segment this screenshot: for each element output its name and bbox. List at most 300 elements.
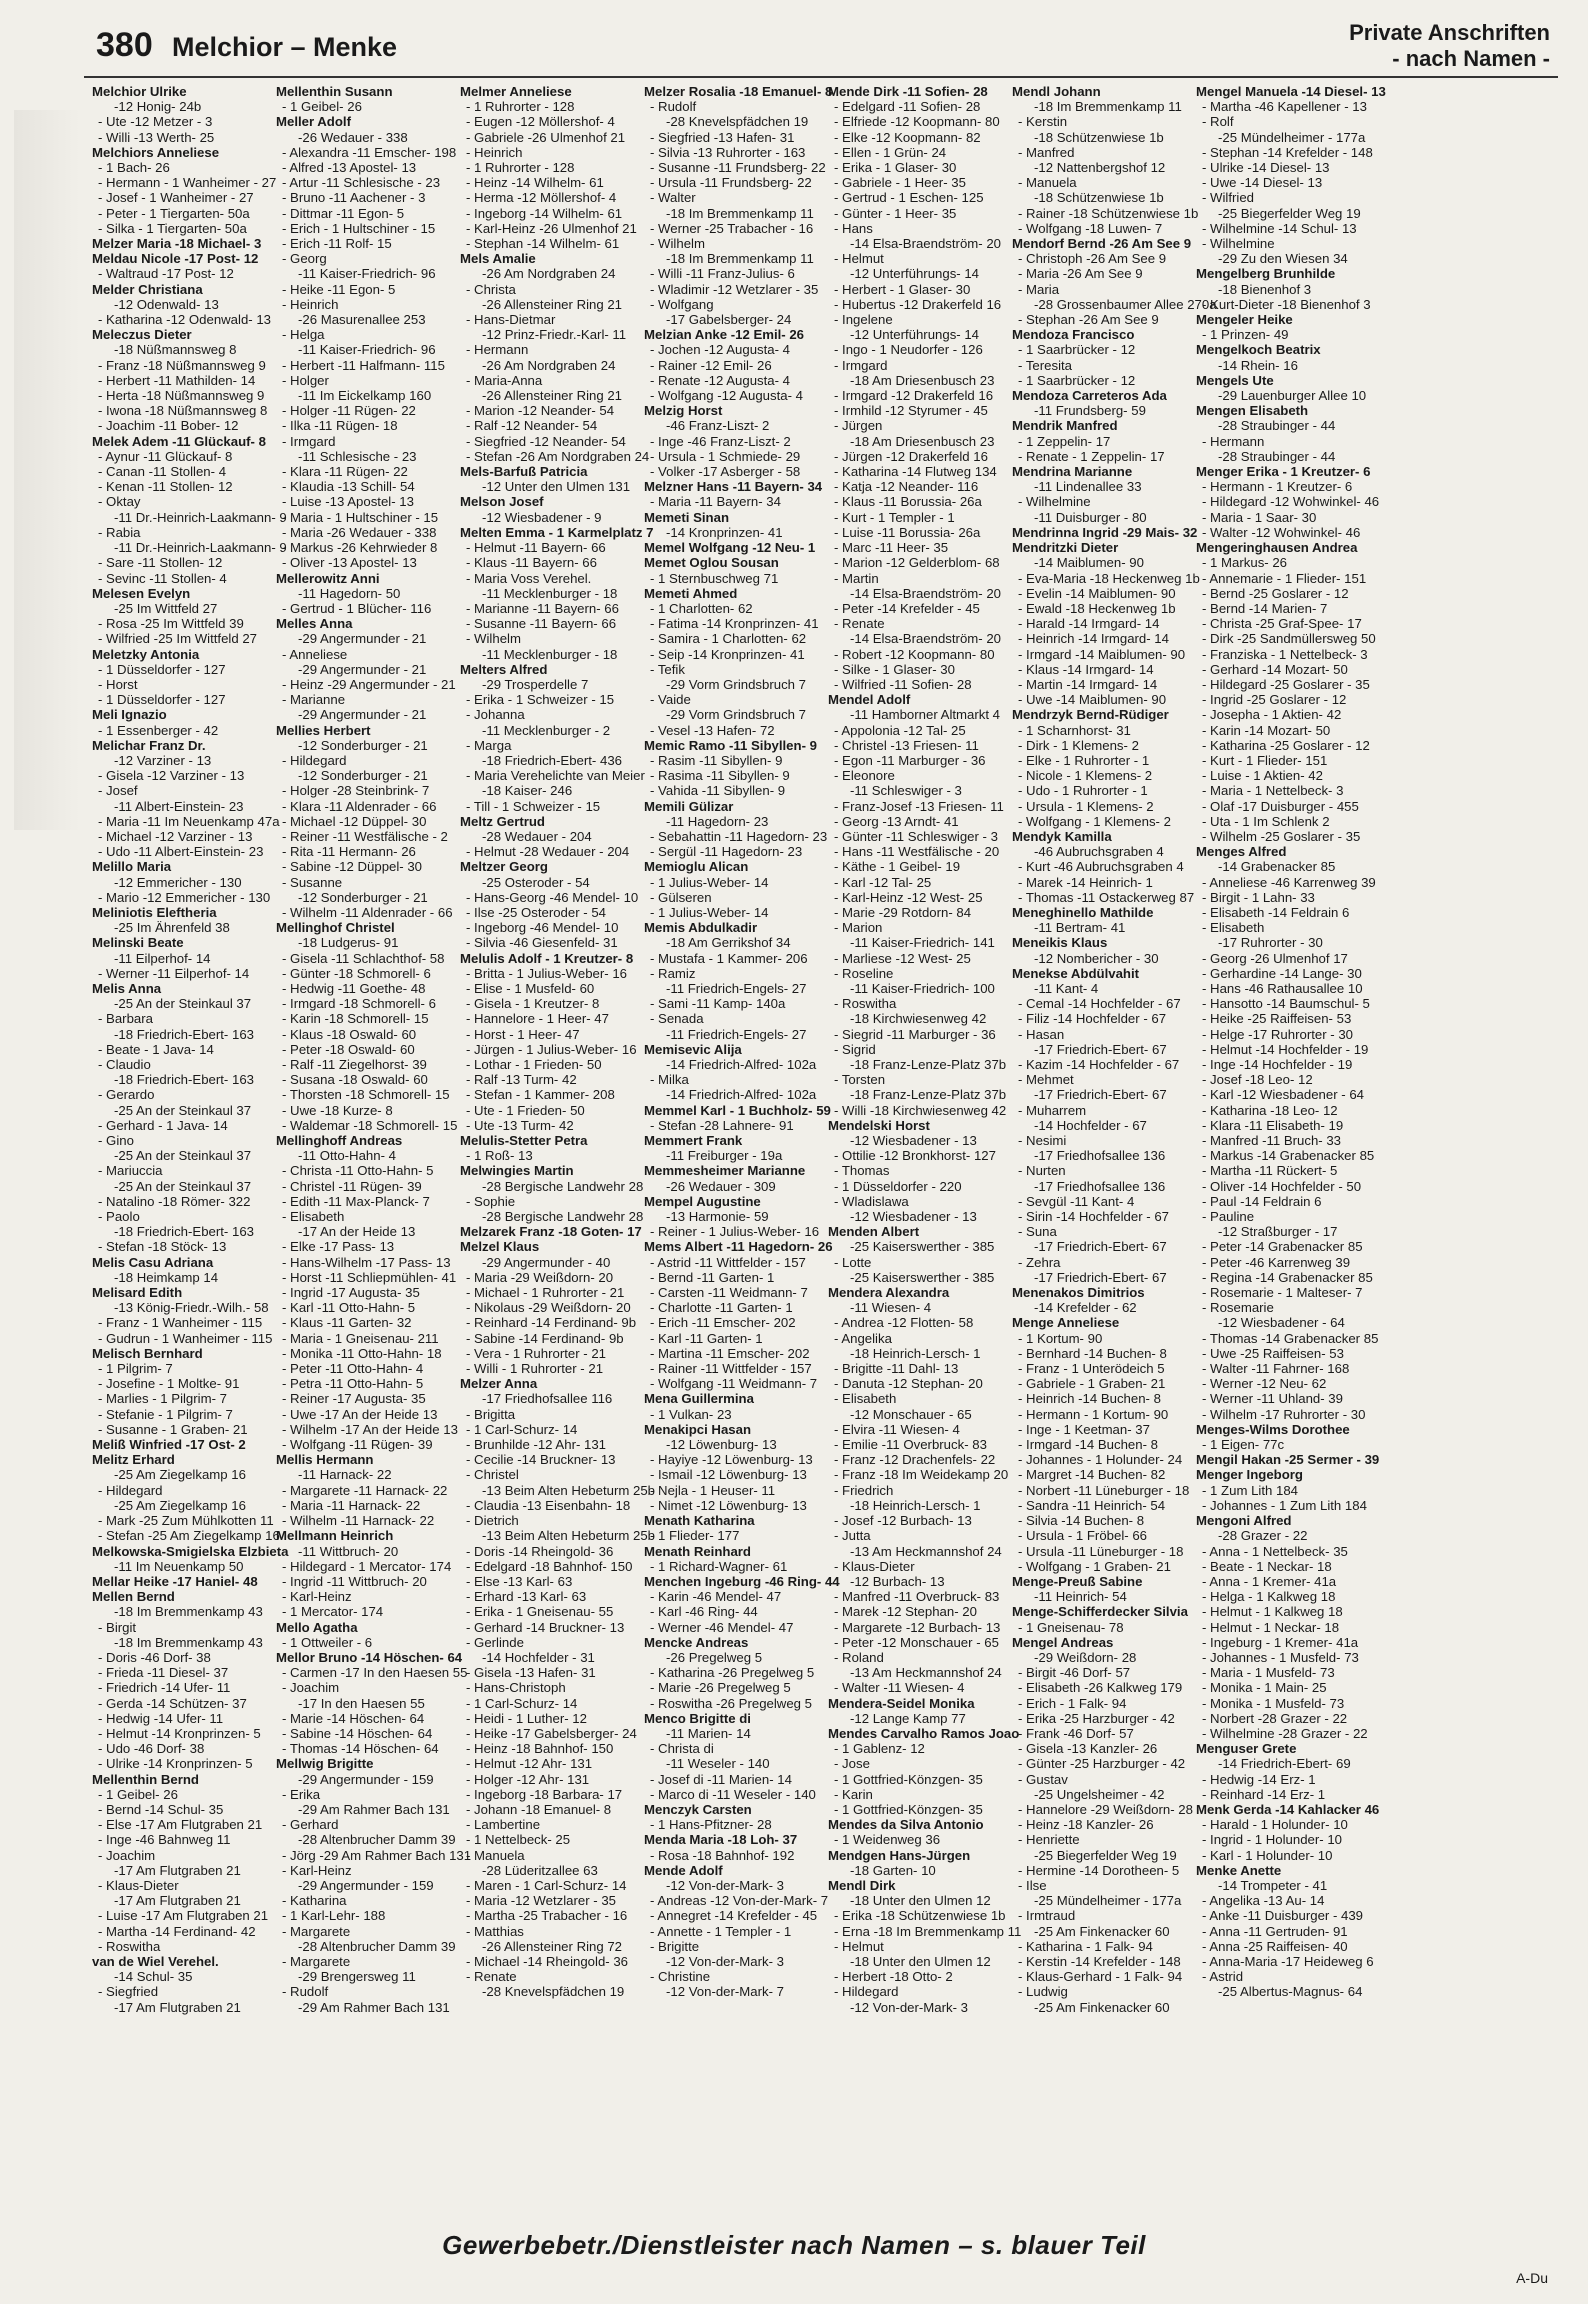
listing-line: - Edelgard -11 Sofien- 28: [834, 99, 981, 115]
listing-line: - Franziska - 1 Nettelbeck- 3: [1202, 646, 1368, 662]
listing-line: Mengel Manuela -14 Diesel- 13: [1196, 84, 1386, 99]
listing-line: - 1 Julius-Weber- 14: [650, 874, 769, 890]
listing-line: - Teresita: [1018, 357, 1072, 373]
listing-line: Mellinghof Christel: [276, 920, 395, 936]
listing-line: - Birgit - 1 Lahn- 33: [1202, 889, 1315, 905]
listing-line: -26 Am Nordgraben 24: [482, 266, 616, 282]
listing-line: - Hildegard: [98, 1482, 163, 1498]
listing-line: - Gerda -14 Schützen- 37: [98, 1695, 247, 1711]
listing-line: - Maria -26 Am See 9: [1018, 266, 1143, 282]
listing-column-4: [644, 84, 840, 2224]
listing-line: Mellwig Brigitte: [276, 1756, 374, 1772]
listing-line: - Hermann - 1 Kortum- 90: [1018, 1406, 1169, 1422]
listing-line: - Bernhard -14 Buchen- 8: [1018, 1345, 1167, 1361]
listing-line: Mellis Hermann: [276, 1452, 374, 1468]
listing-line: Meleczus Dieter: [92, 327, 192, 343]
listing-line: - Gertrud - 1 Eschen- 125: [834, 190, 984, 206]
listing-line: -14 Friedrich-Alfred- 102a: [666, 1087, 817, 1103]
listing-line: -18 Kirchwiesenweg 42: [850, 1011, 987, 1027]
listing-line: - Cemal -14 Hochfelder - 67: [1018, 996, 1181, 1012]
listing-line: Mengels Ute: [1196, 372, 1274, 388]
listing-line: -29 Zu den Wiesen 34: [1218, 251, 1348, 267]
listing-line: - Renate -12 Augusta- 4: [650, 372, 791, 388]
listing-line: - Ute - 1 Frieden- 50: [466, 1102, 585, 1118]
listing-line: - Gerhard: [282, 1817, 339, 1833]
listing-line: - Walter -12 Wohwinkel- 46: [1202, 524, 1361, 540]
listing-line: -18 Unter den Ulmen 12: [850, 1893, 991, 1909]
listing-line: - Heinz -18 Bahnhof- 150: [466, 1741, 614, 1757]
listing-line: - Kerstin -14 Krefelder - 148: [1018, 1953, 1181, 1969]
listing-line: -17 Friedhofsallee 136: [1034, 1178, 1166, 1194]
listing-line: - Hans-Georg -46 Mendel- 10: [466, 889, 639, 905]
listing-line: - Gerhard -14 Mozart- 50: [1202, 661, 1348, 677]
listing-line: -18 Heinrich-Lersch- 1: [850, 1497, 981, 1513]
listing-line: - Uwe -14 Diesel- 13: [1202, 175, 1323, 191]
listing-line: - Harald - 1 Holunder- 10: [1202, 1817, 1348, 1833]
listing-line: - Klara -11 Elisabeth- 19: [1202, 1117, 1344, 1133]
listing-line: - Erika -25 Harzburger - 42: [1018, 1710, 1175, 1726]
listing-line: - 1 Zeppelin- 17: [1018, 433, 1111, 449]
listing-line: - Michael - 1 Ruhrorter - 21: [466, 1285, 625, 1301]
listing-line: - Franz -18 Nüßmannsweg 9: [98, 357, 266, 373]
listing-line: - Irmgard -14 Buchen- 8: [1018, 1437, 1158, 1453]
listing-line: - Joachim -11 Bober- 12: [98, 418, 239, 434]
listing-line: - Joachim: [282, 1680, 340, 1696]
listing-line: - Roswitha -26 Pregelweg 5: [650, 1695, 812, 1711]
listing-line: - Ute -12 Metzer - 3: [98, 114, 213, 130]
listing-line: - Susanne - 1 Graben- 21: [98, 1421, 248, 1437]
listing-line: - Andreas -12 Von-der-Mark- 7: [650, 1893, 829, 1909]
listing-line: - Helga: [282, 327, 325, 343]
listing-line: - Mario -12 Emmericher - 130: [98, 889, 271, 905]
listing-line: - Renate: [834, 616, 885, 632]
listing-line: - Karl-Heinz -26 Ulmenhof 21: [466, 220, 637, 236]
listing-line: - Wilhelm: [650, 236, 705, 252]
listing-line: - Stefan -26 Am Nordgraben 24: [466, 448, 650, 464]
listing-line: - Irmgard -12 Drakerfeld 16: [834, 388, 994, 404]
listing-line: - Wolfgang -12 Augusta- 4: [650, 388, 803, 404]
listing-line: - Natalino -18 Römer- 322: [98, 1193, 251, 1209]
listing-line: - Brigitte: [650, 1938, 700, 1954]
listing-line: - Hedwig -14 Erz- 1: [1202, 1771, 1316, 1787]
listing-line: -17 Friedrich-Ebert- 67: [1034, 1239, 1167, 1255]
listing-line: - Waldemar -18 Schmorell- 15: [282, 1117, 458, 1133]
listing-line: -18 Schützenwiese 1b: [1034, 190, 1164, 206]
listing-line: - Dietrich: [466, 1513, 519, 1529]
listing-line: Menges Alfred: [1196, 844, 1287, 860]
listing-line: -11 Friedrich-Engels- 27: [666, 980, 807, 996]
listing-line: - Rosa -25 Im Wittfeld 39: [98, 616, 244, 632]
listing-line: - Else -13 Karl- 63: [466, 1573, 573, 1589]
listing-line: Melzner Hans -11 Bayern- 34: [644, 479, 823, 495]
listing-line: -25 Mündelheimer - 177a: [1034, 1893, 1182, 1909]
listing-line: - Joachim: [98, 1847, 156, 1863]
listing-line: -28 Straubinger - 44: [1218, 448, 1336, 464]
listing-line: - Herbert -18 Otto- 2: [834, 1969, 953, 1985]
listing-line: - Susana -18 Oswald- 60: [282, 1072, 428, 1088]
listing-line: - Margret -14 Buchen- 82: [1018, 1467, 1166, 1483]
listing-line: - 1 Nettelbeck- 25: [466, 1832, 571, 1848]
listing-line: - Ingeborg -14 Wilhelm- 61: [466, 205, 623, 221]
listing-line: - Hans -46 Rathausallee 10: [1202, 980, 1363, 996]
listing-line: - Andrea -12 Flotten- 58: [834, 1315, 974, 1331]
listing-line: - Sevgül -11 Kant- 4: [1018, 1193, 1135, 1209]
listing-line: - Ingrid - 1 Holunder- 10: [1202, 1832, 1343, 1848]
listing-line: -12 Wiesbadener - 13: [850, 1133, 977, 1149]
listing-line: - Eugen -12 Möllershof- 4: [466, 114, 615, 130]
listing-line: -11 Schleswiger - 3: [850, 783, 962, 799]
listing-line: Mendritzki Dieter: [1012, 540, 1119, 556]
listing-line: - 1 Weidenweg 36: [834, 1832, 941, 1848]
listing-line: -11 Harnack- 22: [298, 1467, 392, 1483]
listing-line: - Reiner -11 Westfälische - 2: [282, 828, 448, 844]
listing-line: Mende Adolf: [644, 1862, 723, 1878]
listing-line: Mengil Hakan -25 Sermer - 39: [1196, 1452, 1380, 1468]
listing-line: Mengelkoch Beatrix: [1196, 342, 1321, 358]
listing-line: -25 Ungelsheimer - 42: [1034, 1786, 1165, 1802]
listing-line: Mengeler Heike: [1196, 312, 1293, 328]
listing-line: - Werner -11 Eilperhof- 14: [98, 965, 250, 981]
listing-line: - 1 Saarbrücker - 12: [1018, 342, 1136, 358]
listing-line: - Marga: [466, 737, 512, 753]
listing-line: Mellenthin Susann: [276, 84, 393, 99]
listing-line: -25 Am Ziegelkamp 16: [114, 1467, 246, 1483]
listing-line: - Holger -12 Ahr- 131: [466, 1771, 590, 1787]
listing-line: -12 Sonderburger - 21: [298, 768, 428, 784]
listing-line: - Silvia -13 Ruhrorter - 163: [650, 144, 806, 160]
listing-line: Melitz Erhard: [92, 1452, 175, 1468]
listing-line: -12 Wiesbadener - 64: [1218, 1315, 1345, 1331]
listing-line: - Eleonore: [834, 768, 895, 784]
listing-line: - Georg -13 Arndt- 41: [834, 813, 959, 829]
listing-line: - Günter -25 Harzburger - 42: [1018, 1756, 1186, 1772]
listing-line: - 1 Essenberger - 42: [98, 722, 219, 738]
listing-line: - Josef -12 Burbach- 13: [834, 1513, 972, 1529]
listing-column-3: [460, 84, 655, 2224]
listing-line: -12 Unterführungs- 14: [850, 266, 980, 282]
listing-line: - Elke - 1 Ruhrorter - 1: [1018, 752, 1150, 768]
listing-line: Meletzky Antonia: [92, 646, 200, 662]
listing-line: - Sabine -14 Höschen- 64: [282, 1725, 433, 1741]
listing-line: Memmel Karl - 1 Buchholz- 59: [644, 1102, 831, 1118]
listing-line: - Ilka -11 Rügen- 18: [282, 418, 398, 434]
listing-line: -18 Kaiser- 246: [482, 783, 573, 799]
listing-line: - Kurt - 1 Templer - 1: [834, 509, 955, 525]
listing-line: - Peter -11 Otto-Hahn- 4: [282, 1361, 424, 1377]
listing-line: - Karin -14 Mozart- 50: [1202, 722, 1331, 738]
listing-line: - Erika: [282, 1786, 321, 1802]
listing-line: - 1 Flieder- 177: [650, 1528, 740, 1544]
listing-line: - Georg -26 Ulmenhof 17: [1202, 950, 1348, 966]
listing-line: - Helmut -28 Wedauer - 204: [466, 844, 630, 860]
listing-line: - Udo - 1 Ruhrorter - 1: [1018, 783, 1148, 799]
listing-line: - Johann -18 Emanuel- 8: [466, 1801, 612, 1817]
listing-line: - Peter -14 Grabenacker 85: [1202, 1239, 1363, 1255]
listing-line: - Heinrich: [282, 296, 339, 312]
listing-line: -29 Trosperdelle 7: [482, 676, 589, 692]
listing-line: - Paolo: [98, 1209, 140, 1225]
listing-line: Meli Ignazio: [92, 707, 167, 723]
listing-line: - Michael -14 Rheingold- 36: [466, 1953, 628, 1969]
listing-line: - Erich - 1 Falk- 94: [1018, 1695, 1127, 1711]
listing-line: - Margarete: [282, 1953, 351, 1969]
listing-line: -18 Friedrich-Ebert- 436: [482, 752, 622, 768]
listing-line: -11 Weseler - 140: [666, 1756, 770, 1772]
listing-line: Melkowska-Smigielska Elzbieta: [92, 1543, 289, 1559]
listing-line: - Norbert -28 Grazer - 22: [1202, 1710, 1348, 1726]
listing-line: - Werner -11 Uhland- 39: [1202, 1391, 1343, 1407]
listing-line: - Roseline: [834, 965, 894, 981]
listing-line: Melmer Anneliese: [460, 84, 572, 99]
listing-line: Mendrzyk Bernd-Rüdiger: [1012, 707, 1169, 723]
listing-line: - Hermann - 1 Kreutzer- 6: [1202, 479, 1353, 495]
listing-line: Memeti Sinan: [644, 509, 730, 525]
listing-line: - Egon -11 Marburger - 36: [834, 752, 986, 768]
listing-line: - Franz -18 Im Weidekamp 20: [834, 1467, 1009, 1483]
listing-line: Meliß Winfried -17 Ost- 2: [92, 1437, 246, 1453]
listing-line: - Kenan -11 Stollen- 12: [98, 479, 233, 495]
listing-line: - Astrid -11 Wittfelder - 157: [650, 1254, 806, 1270]
listing-line: - Friedrich -14 Ufer- 11: [98, 1680, 231, 1696]
listing-line: -14 Kronprinzen- 41: [666, 524, 783, 540]
listing-line: - Josef: [98, 783, 138, 799]
listing-line: - Marion: [834, 920, 883, 936]
listing-line: - Klaus -11 Borussia- 26a: [834, 494, 982, 510]
listing-line: - Hans-Wilhelm -17 Pass- 13: [282, 1254, 451, 1270]
listing-line: -11 Mecklenburger - 18: [482, 646, 618, 662]
listing-line: - Robert -12 Koopmann- 80: [834, 646, 995, 662]
listing-line: -25 Osteroder - 54: [482, 874, 590, 890]
listing-line: - Hildegard: [834, 1984, 899, 2000]
listing-line: - Rosa -18 Bahnhof- 192: [650, 1847, 795, 1863]
listing-line: -28 Bergische Landwehr 28: [482, 1209, 644, 1225]
listing-line: - Mark -25 Zum Mühlkotten 11: [98, 1513, 274, 1529]
listing-line: -14 Grabenacker 85: [1218, 859, 1336, 875]
listing-line: - Birgit: [98, 1619, 137, 1635]
listing-line: - Hannelore -29 Weißdorn- 28: [1018, 1801, 1193, 1817]
page-number: 380: [96, 26, 153, 64]
listing-line: - Klaudia -13 Schill- 54: [282, 479, 415, 495]
listing-line: - Silvia -46 Giesenfeld- 31: [466, 935, 618, 951]
listing-line: - Barbara: [98, 1011, 153, 1027]
listing-line: -14 Elsa-Braendström- 20: [850, 631, 1001, 647]
listing-line: - Ingeborg -46 Mendel- 10: [466, 920, 619, 936]
listing-column-2: [276, 84, 472, 2224]
listing-line: - Monika -11 Otto-Hahn- 18: [282, 1345, 442, 1361]
listing-line: -18 Am Driesenbusch 23: [850, 372, 995, 388]
listing-line: -14 Hochfelder - 67: [1034, 1117, 1147, 1133]
listing-line: - 1 Ruhrorter - 128: [466, 160, 575, 176]
listing-line: - Anna-Maria -17 Heideweg 6: [1202, 1953, 1374, 1969]
listing-line: - 1 Gottfried-Könzgen- 35: [834, 1801, 983, 1817]
listing-line: - Mustafa - 1 Kammer- 206: [650, 950, 808, 966]
listing-line: - Johannes - 1 Holunder- 24: [1018, 1452, 1183, 1468]
listing-line: - Emilie -11 Overbruck- 83: [834, 1437, 987, 1453]
listing-line: -18 Friedrich-Ebert- 163: [114, 1072, 254, 1088]
listing-line: - Charlotte -11 Garten- 1: [650, 1300, 793, 1316]
listing-line: - Sabine -12 Düppel- 30: [282, 859, 423, 875]
listing-line: Menczyk Carsten: [644, 1801, 752, 1817]
listing-line: - Katharina: [282, 1893, 347, 1909]
listing-line: - Samira - 1 Charlotten- 62: [650, 631, 807, 647]
listing-line: - Dirk - 1 Klemens- 2: [1018, 737, 1139, 753]
listing-line: - Marc -11 Heer- 35: [834, 540, 949, 556]
listing-line: Melis Casu Adriana: [92, 1254, 214, 1270]
listing-line: Mendrina Marianne: [1012, 464, 1133, 480]
listing-line: - Lotte: [834, 1254, 872, 1270]
listing-line: - Elvira -11 Wiesen- 4: [834, 1421, 960, 1437]
listing-line: - Anna - 1 Kremer- 41a: [1202, 1573, 1337, 1589]
listing-line: - Hayiye -12 Löwenburg- 13: [650, 1452, 813, 1468]
listing-line: - Ursula - 1 Klemens- 2: [1018, 798, 1154, 814]
listing-line: Mengel Andreas: [1012, 1634, 1114, 1650]
listing-line: -18 Unter den Ulmen 12: [850, 1953, 991, 1969]
listing-line: Mendl Dirk: [828, 1877, 896, 1893]
listing-line: - Klaus-Gerhard - 1 Falk- 94: [1018, 1969, 1183, 1985]
listing-line: -29 Am Rahmer Bach 131: [298, 1801, 450, 1817]
listing-line: - Susanne -11 Bayern- 66: [466, 616, 617, 632]
listing-line: - Manfred: [1018, 144, 1075, 160]
listing-line: Mena Guillermina: [644, 1391, 754, 1407]
listing-line: Mendyk Kamilla: [1012, 828, 1112, 844]
listing-line: - Claudio: [98, 1057, 151, 1072]
listing-line: - Maria Verehelichte van Meier: [466, 768, 645, 784]
listing-line: - Christa: [466, 281, 516, 297]
listing-line: -29 Weißdorn- 28: [1034, 1649, 1137, 1665]
listing-column-7: [1196, 84, 1386, 2224]
listing-line: - Wolfgang: [650, 296, 714, 312]
listing-line: - Gisela -13 Kanzler- 26: [1018, 1741, 1158, 1757]
listing-line: Mendrik Manfred: [1012, 418, 1118, 434]
listing-line: -14 Schul- 35: [114, 1969, 193, 1985]
listing-line: - Reiner - 1 Julius-Weber- 16: [650, 1224, 820, 1240]
listing-line: -11 Otto-Hahn- 4: [298, 1148, 396, 1164]
listing-line: - Josef di -11 Marien- 14: [650, 1771, 792, 1787]
listing-line: - Karl -11 Garten- 1: [650, 1330, 763, 1346]
listing-line: - Uwe -17 An der Heide 13: [282, 1406, 438, 1422]
listing-line: Menguser Grete: [1196, 1741, 1297, 1757]
listing-line: -25 Biegerfelder Weg 19: [1034, 1847, 1177, 1863]
listing-line: Mellor Bruno -14 Höschen- 64: [276, 1649, 463, 1665]
listing-line: - Ulrike -14 Kronprinzen- 5: [98, 1756, 253, 1772]
listing-line: Mellar Heike -17 Haniel- 48: [92, 1573, 258, 1589]
listing-line: - Ute -13 Turm- 42: [466, 1117, 574, 1133]
listing-line: -11 Frundsberg- 59: [1034, 403, 1146, 419]
listing-line: -12 Wiesbadener - 9: [482, 509, 602, 525]
listing-line: -25 Am Finkenacker 60: [1034, 1999, 1170, 2015]
listing-line: -17 Am Flutgraben 21: [114, 1999, 241, 2015]
listing-line: - Marliese -12 West- 25: [834, 950, 971, 966]
listing-line: -25 Am Finkenacker 60: [1034, 1923, 1170, 1939]
listing-line: - Bernd -11 Garten- 1: [650, 1269, 775, 1285]
listing-line: - Evelin -14 Maiblumen- 90: [1018, 585, 1176, 601]
listing-line: -25 Kaiserswerther - 385: [850, 1239, 995, 1255]
listing-line: Memili Gülizar: [644, 798, 734, 814]
listing-line: - 1 Gneisenau- 78: [1018, 1619, 1124, 1635]
listing-line: -26 Wedauer - 309: [666, 1178, 776, 1194]
listing-line: - 1 Gottfried-Könzgen- 35: [834, 1771, 983, 1787]
listing-line: - Matthias: [466, 1923, 524, 1939]
listing-line: Melisard Edith: [92, 1285, 183, 1301]
listing-line: - Senada: [650, 1011, 704, 1027]
listing-line: - Ludwig: [1018, 1984, 1068, 2000]
listing-line: -17 Am Flutgraben 21: [114, 1862, 241, 1878]
listing-line: Mengoni Alfred: [1196, 1513, 1292, 1529]
listing-line: - Elke -17 Pass- 13: [282, 1239, 395, 1255]
listing-line: -25 Biegerfelder Weg 19: [1218, 205, 1361, 221]
listing-line: -11 Mecklenburger - 2: [482, 722, 611, 738]
listing-line: - Willi - 1 Ruhrorter - 21: [466, 1361, 604, 1377]
listing-line: Memeti Ahmed: [644, 585, 738, 601]
listing-line: Meldau Nicole -17 Post- 12: [92, 251, 259, 267]
listing-line: - Herta -18 Nüßmannsweg 9: [98, 388, 265, 404]
listing-line: Mems Albert -11 Hagedorn- 26: [644, 1239, 833, 1255]
listing-line: - Mariuccia: [98, 1163, 163, 1179]
listing-line: - Christoph -26 Am See 9: [1018, 251, 1167, 267]
listing-line: - Anke -11 Duisburger - 439: [1202, 1908, 1364, 1924]
listing-line: -29 Angermunder - 21: [298, 661, 427, 677]
listing-line: - Susanne -11 Frundsberg- 22: [650, 160, 826, 176]
listing-line: Melwingies Martin: [460, 1163, 574, 1179]
listing-line: van de Wiel Verehel.: [92, 1953, 219, 1969]
listing-line: - Hermine -14 Dorotheen- 5: [1018, 1862, 1180, 1878]
listing-line: - Paul -14 Feldrain 6: [1202, 1193, 1322, 1209]
listing-line: - Heike -25 Raiffeisen- 53: [1202, 1011, 1352, 1027]
listing-line: -17 Ruhrorter - 30: [1218, 935, 1323, 951]
listing-line: - Katja -12 Neander- 116: [834, 479, 979, 495]
listing-line: Memic Ramo -11 Sibyllen- 9: [644, 737, 817, 753]
listing-line: - Hermann - 1 Wanheimer - 27: [98, 175, 277, 191]
listing-line: - Josefine - 1 Moltke- 91: [98, 1376, 240, 1392]
listing-line: - Karl -11 Otto-Hahn- 5: [282, 1300, 416, 1316]
listing-line: - Aynur -11 Glückauf- 8: [98, 448, 233, 464]
listing-line: -46 Aubruchsgraben 4: [1034, 844, 1164, 860]
listing-line: -46 Franz-Liszt- 2: [666, 418, 770, 434]
listing-line: - Marie -14 Höschen- 64: [282, 1710, 425, 1726]
listing-line: - 1 Charlotten- 62: [650, 600, 753, 616]
listing-line: - Karl-Heinz: [282, 1589, 352, 1605]
listing-line: - Roland: [834, 1649, 884, 1665]
section-subtitle: - nach Namen -: [1392, 46, 1550, 71]
listing-line: -11 Hamborner Altmarkt 4: [850, 707, 1000, 723]
listing-line: - Norbert -11 Lüneburger - 18: [1018, 1482, 1190, 1498]
listing-line: - Klara -11 Rügen- 22: [282, 464, 408, 480]
listing-line: - Maria - 1 Hultschiner - 15: [282, 509, 439, 525]
listing-line: -11 Im Neuenkamp 50: [114, 1558, 244, 1574]
listing-line: -11 Lindenallee 33: [1034, 479, 1142, 495]
listing-line: -17 Friedhofsallee 116: [482, 1391, 613, 1407]
listing-line: -18 Friedrich-Ebert- 163: [114, 1224, 254, 1240]
listing-line: - Cecilie -14 Bruckner- 13: [466, 1452, 616, 1468]
listing-line: - Ismail -12 Löwenburg- 13: [650, 1467, 807, 1483]
listing-line: Mellies Herbert: [276, 722, 371, 738]
listing-line: - Katharina - 1 Falk- 94: [1018, 1938, 1153, 1954]
listing-line: - Roswitha: [834, 996, 897, 1012]
listing-line: - Rita -11 Hermann- 26: [282, 844, 416, 860]
listing-line: - Appolonia -12 Tal- 25: [834, 722, 966, 738]
listing-line: - Nikolaus -29 Weißdorn- 20: [466, 1300, 631, 1316]
listing-line: Menke Anette: [1196, 1862, 1282, 1878]
listing-line: -14 Hochfelder - 31: [482, 1649, 595, 1665]
listing-line: - Hildegard - 1 Mercator- 174: [282, 1558, 452, 1574]
listing-line: Meltzer Georg: [460, 859, 548, 875]
listing-line: -25 An der Steinkaul 37: [114, 996, 252, 1012]
listing-line: -25 Albertus-Magnus- 64: [1218, 1984, 1363, 2000]
listing-line: - Christa -25 Graf-Spee- 17: [1202, 616, 1362, 632]
listing-line: - Helmut: [834, 251, 884, 267]
listing-line: - Silvia -14 Buchen- 8: [1018, 1513, 1145, 1529]
listing-line: - 1 Mercator- 174: [282, 1604, 384, 1620]
